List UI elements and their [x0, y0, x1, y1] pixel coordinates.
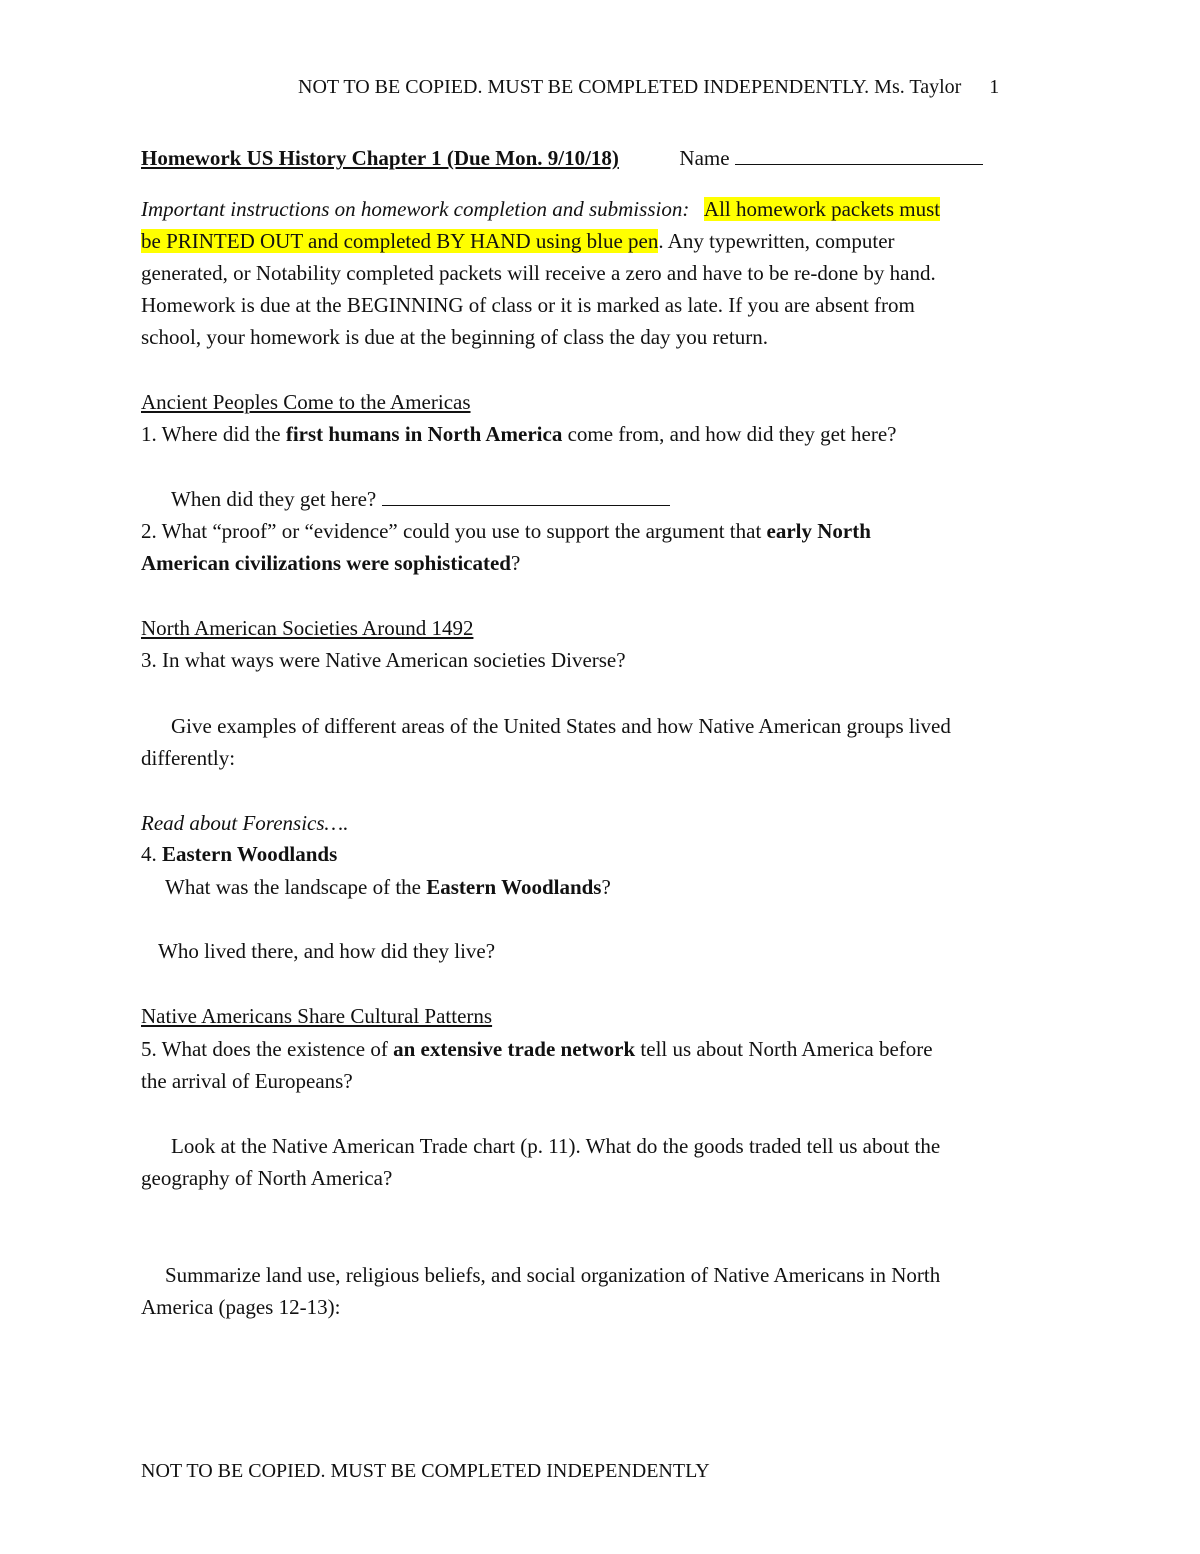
question-2-text: 2. What “proof” or “evidence” could you use to support the argument that [141, 519, 767, 543]
question-5a-line-2: geography of North America? [141, 1166, 393, 1190]
question-2-bold-1: early North [766, 519, 871, 543]
question-4-heading: Eastern Woodlands [162, 842, 338, 866]
instructions-line-4: Homework is due at the BEGINNING of class or it is marked as late. If you are absent from [141, 293, 915, 317]
question-2 [141, 515, 871, 547]
name-label: Name [679, 146, 730, 170]
question-2-line-2 [141, 547, 520, 579]
instructions-line-1 [141, 193, 940, 225]
page-header [298, 76, 999, 99]
question-2-end: ? [510, 551, 521, 575]
question-3-sub-line-2: differently: [141, 746, 236, 770]
question-4a-text: What was the landscape of the [165, 875, 427, 899]
section-heading-north-american-societies: North American Societies Around 1492 [141, 616, 474, 640]
question-4 [141, 838, 337, 870]
question-5-line-2: the arrival of Europeans? [141, 1069, 353, 1093]
instructions-highlight-2: be PRINTED OUT and completed BY HAND using blue pen [141, 229, 659, 253]
question-3-sub-line-1: Give examples of different areas of the United States and how Native American groups lived [171, 714, 951, 738]
question-5b-line-1: Summarize land use, religious beliefs, and social organization of Native Americans in North [165, 1263, 941, 1287]
page-number: 1 [989, 76, 1000, 98]
instructions-line-3: generated, or Notability completed packets will receive a zero and have to be re-done by hand. [141, 261, 936, 285]
when-answer-field[interactable] [382, 485, 670, 506]
question-1-bold: first humans in North America [285, 422, 563, 446]
question-4-number: 4. [141, 842, 162, 866]
question-4b: Who lived there, and how did they live? [158, 939, 496, 963]
header-text: NOT TO BE COPIED. MUST BE COMPLETED INDEPENDENTLY. Ms. Taylor [298, 76, 962, 98]
question-4a-end: ? [601, 875, 611, 899]
question-5 [141, 1033, 933, 1065]
question-5a-line-1: Look at the Native American Trade chart (p. 11). What do the goods traded tell us about the [171, 1134, 941, 1158]
instructions-line2-rest: . Any typewritten, computer [658, 229, 895, 253]
page-footer: NOT TO BE COPIED. MUST BE COMPLETED INDEPENDENTLY [141, 1460, 710, 1482]
read-about-forensics: Read about Forensics…. [141, 811, 349, 835]
question-2-bold-2: American civilizations were sophisticated [141, 551, 511, 575]
question-1-end: come from, and how did they get here? [562, 422, 897, 446]
instructions-lead: Important instructions on homework completion and submission: [141, 197, 690, 221]
title-line [141, 142, 983, 174]
section-heading-cultural-patterns: Native Americans Share Cultural Patterns [141, 1004, 493, 1028]
question-5-bold: an extensive trade network [393, 1037, 636, 1061]
question-4a-bold: Eastern Woodlands [426, 875, 602, 899]
instructions-line-5: school, your homework is due at the beginning of class the day you return. [141, 325, 768, 349]
name-field[interactable] [735, 144, 983, 165]
question-1-text: 1. Where did the [141, 422, 286, 446]
instructions-line-2 [141, 225, 895, 257]
section-heading-ancient-peoples: Ancient Peoples Come to the Americas [141, 390, 471, 414]
question-5b-line-2: America (pages 12-13): [141, 1295, 341, 1319]
question-1-sub [171, 483, 670, 515]
question-5-end: tell us about North America before [635, 1037, 933, 1061]
question-3: 3. In what ways were Native American societies Diverse? [141, 648, 626, 672]
question-4a [165, 871, 611, 903]
question-5-text: 5. What does the existence of [141, 1037, 394, 1061]
question-1 [141, 418, 896, 450]
instructions-highlight-1: All homework packets must [703, 197, 941, 221]
page-title: Homework US History Chapter 1 (Due Mon. 9/10/18) [141, 146, 619, 170]
question-1-sub-text: When did they get here? [171, 487, 377, 511]
